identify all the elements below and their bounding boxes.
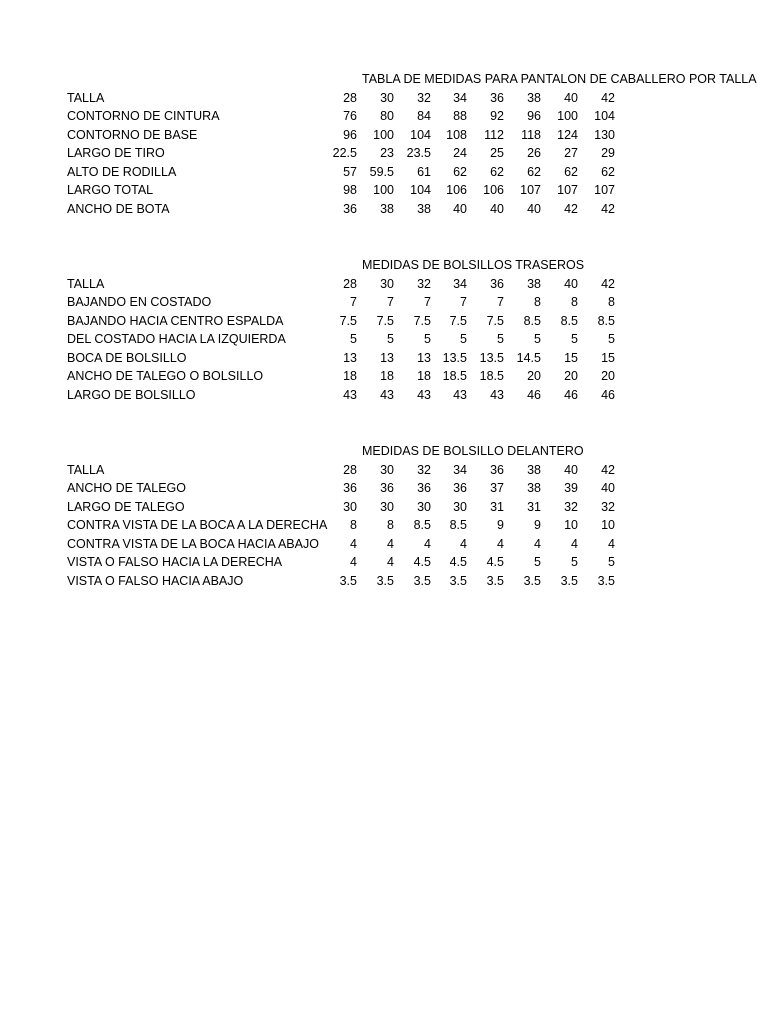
cell: 5 — [571, 332, 578, 346]
cell: 8 — [534, 295, 541, 309]
cell: 59.5 — [369, 164, 394, 179]
row-label: TALLA — [67, 462, 105, 477]
cell: 31 — [527, 499, 541, 514]
cell: 42 — [601, 462, 615, 477]
cell: 4 — [608, 536, 615, 551]
table-row — [0, 126, 768, 145]
cell: 30 — [380, 90, 394, 105]
cell: 3.5 — [560, 573, 578, 588]
row-label: CONTORNO DE BASE — [67, 127, 198, 142]
cell: 8 — [571, 295, 578, 309]
cell: 30 — [417, 499, 431, 514]
cell: 28 — [343, 462, 357, 477]
cell: 15 — [564, 350, 578, 365]
cell: 80 — [380, 109, 394, 123]
table-row — [0, 553, 768, 572]
row-label: TALLA — [67, 90, 105, 105]
cell: 108 — [446, 127, 467, 142]
cell: 40 — [453, 201, 467, 216]
table-row — [0, 330, 768, 349]
cell: 25 — [490, 146, 504, 160]
cell: 36 — [490, 276, 504, 291]
table-title: MEDIDAS DE BOLSILLOS TRASEROS — [362, 258, 585, 272]
cell: 38 — [527, 276, 541, 291]
cell: 46 — [601, 387, 615, 402]
cell: 8.5 — [560, 313, 578, 328]
cell: 100 — [373, 183, 394, 197]
cell: 5 — [608, 332, 615, 346]
cell: 28 — [343, 276, 357, 291]
table-body — [0, 275, 768, 405]
cell: 8.5 — [413, 518, 431, 532]
cell: 42 — [601, 201, 615, 216]
cell: 26 — [527, 146, 541, 160]
cell: 4.5 — [413, 555, 431, 569]
table-row — [0, 367, 768, 386]
table-title: TABLA DE MEDIDAS PARA PANTALON DE CABALLERO POR TALLA — [362, 72, 757, 86]
cell: 36 — [490, 90, 504, 105]
cell: 96 — [343, 127, 357, 142]
cell: 5 — [534, 555, 541, 569]
cell: 62 — [601, 164, 615, 179]
cell: 3.5 — [449, 573, 467, 588]
cell: 3.5 — [597, 573, 615, 588]
cell: 18 — [380, 369, 394, 383]
table-row — [0, 200, 768, 219]
cell: 106 — [483, 183, 504, 197]
cell: 13 — [343, 350, 357, 365]
table-row — [0, 163, 768, 182]
cell: 30 — [380, 499, 394, 514]
cell: 98 — [343, 183, 357, 197]
row-label: ANCHO DE TALEGO O BOLSILLO — [67, 369, 264, 383]
cell: 7 — [387, 295, 394, 309]
cell: 42 — [601, 276, 615, 291]
cell: 20 — [527, 369, 541, 383]
row-label: VISTA O FALSO HACIA ABAJO — [67, 573, 244, 588]
cell: 7.5 — [449, 313, 467, 328]
row-label: CONTRA VISTA DE LA BOCA HACIA ABAJO — [67, 536, 319, 551]
cell: 124 — [557, 127, 578, 142]
cell: 106 — [446, 183, 467, 197]
table-row — [0, 181, 768, 200]
cell: 4 — [350, 536, 357, 551]
cell: 5 — [534, 332, 541, 346]
cell: 39 — [564, 481, 578, 495]
cell: 3.5 — [523, 573, 541, 588]
row-label: BAJANDO HACIA CENTRO ESPALDA — [67, 313, 284, 328]
cell: 42 — [564, 201, 578, 216]
cell: 13 — [380, 350, 394, 365]
cell: 36 — [490, 462, 504, 477]
cell: 23.5 — [406, 146, 431, 160]
cell: 36 — [380, 481, 394, 495]
cell: 8.5 — [597, 313, 615, 328]
table-row — [0, 516, 768, 535]
row-label: ANCHO DE BOTA — [67, 201, 170, 216]
cell: 92 — [490, 109, 504, 123]
cell: 7 — [424, 295, 431, 309]
cell: 7.5 — [376, 313, 394, 328]
cell: 7.5 — [413, 313, 431, 328]
row-label: LARGO TOTAL — [67, 183, 154, 197]
cell: 18.5 — [479, 369, 504, 383]
table-row — [0, 535, 768, 554]
cell: 40 — [490, 201, 504, 216]
cell: 37 — [490, 481, 504, 495]
cell: 36 — [453, 481, 467, 495]
cell: 3.5 — [486, 573, 504, 588]
cell: 18 — [417, 369, 431, 383]
cell: 62 — [490, 164, 504, 179]
cell: 5 — [350, 332, 357, 346]
cell: 4 — [534, 536, 541, 551]
row-label: LARGO DE TIRO — [67, 146, 165, 160]
cell: 104 — [594, 109, 615, 123]
cell: 24 — [453, 146, 467, 160]
row-label: BOCA DE BOLSILLO — [67, 350, 187, 365]
cell: 40 — [527, 201, 541, 216]
cell: 5 — [608, 555, 615, 569]
cell: 62 — [453, 164, 467, 179]
cell: 57 — [343, 164, 357, 179]
row-label: LARGO DE TALEGO — [67, 499, 185, 514]
cell: 36 — [417, 481, 431, 495]
cell: 43 — [417, 387, 431, 402]
cell: 5 — [460, 332, 467, 346]
table-row — [0, 461, 768, 480]
cell: 28 — [343, 90, 357, 105]
cell: 3.5 — [339, 573, 357, 588]
row-label: DEL COSTADO HACIA LA IZQUIERDA — [67, 332, 286, 346]
table-row — [0, 293, 768, 312]
cell: 40 — [564, 276, 578, 291]
cell: 14.5 — [516, 350, 541, 365]
cell: 8.5 — [523, 313, 541, 328]
cell: 96 — [527, 109, 541, 123]
cell: 5 — [387, 332, 394, 346]
table-row — [0, 89, 768, 108]
cell: 7.5 — [486, 313, 504, 328]
table-body — [0, 89, 768, 219]
table-row — [0, 498, 768, 517]
cell: 7.5 — [339, 313, 357, 328]
cell: 20 — [601, 369, 615, 383]
cell: 8 — [387, 518, 394, 532]
cell: 30 — [380, 462, 394, 477]
cell: 61 — [417, 164, 431, 179]
cell: 5 — [497, 332, 504, 346]
row-label: LARGO DE BOLSILLO — [67, 387, 196, 402]
cell: 9 — [497, 518, 504, 532]
cell: 13 — [417, 350, 431, 365]
cell: 8.5 — [449, 518, 467, 532]
cell: 13.5 — [442, 350, 467, 365]
cell: 18.5 — [442, 369, 467, 383]
cell: 4.5 — [449, 555, 467, 569]
cell: 62 — [527, 164, 541, 179]
cell: 104 — [410, 127, 431, 142]
row-label: ANCHO DE TALEGO — [67, 481, 187, 495]
cell: 32 — [601, 499, 615, 514]
cell: 107 — [520, 183, 541, 197]
cell: 46 — [527, 387, 541, 402]
cell: 40 — [601, 481, 615, 495]
cell: 30 — [343, 499, 357, 514]
row-label: TALLA — [67, 276, 105, 291]
cell: 118 — [521, 127, 541, 142]
cell: 15 — [601, 350, 615, 365]
cell: 10 — [601, 518, 615, 532]
table-row — [0, 107, 768, 126]
table-row — [0, 349, 768, 368]
cell: 84 — [417, 109, 431, 123]
cell: 130 — [594, 127, 615, 142]
row-label: BAJANDO EN COSTADO — [67, 295, 212, 309]
cell: 30 — [453, 499, 467, 514]
cell: 4 — [350, 555, 357, 569]
cell: 34 — [453, 276, 467, 291]
cell: 100 — [373, 127, 394, 142]
cell: 38 — [380, 201, 394, 216]
cell: 23 — [380, 146, 394, 160]
cell: 8 — [608, 295, 615, 309]
cell: 104 — [410, 183, 431, 197]
table-row — [0, 312, 768, 331]
cell: 38 — [417, 201, 431, 216]
cell: 4 — [497, 536, 504, 551]
table-row — [0, 144, 768, 163]
cell: 36 — [343, 201, 357, 216]
cell: 38 — [527, 462, 541, 477]
cell: 5 — [424, 332, 431, 346]
cell: 22.5 — [332, 146, 357, 160]
cell: 13.5 — [479, 350, 504, 365]
cell: 32 — [564, 499, 578, 514]
cell: 76 — [343, 109, 357, 123]
cell: 29 — [601, 146, 615, 160]
row-label: CONTRA VISTA DE LA BOCA A LA DERECHA — [67, 518, 328, 532]
cell: 107 — [557, 183, 578, 197]
cell: 100 — [557, 109, 578, 123]
cell: 10 — [564, 518, 578, 532]
cell: 18 — [343, 369, 357, 383]
cell: 31 — [490, 499, 504, 514]
row-label: CONTORNO DE CINTURA — [67, 109, 220, 123]
cell: 4 — [571, 536, 578, 551]
cell: 38 — [527, 90, 541, 105]
cell: 3.5 — [413, 573, 431, 588]
cell: 30 — [380, 276, 394, 291]
cell: 9 — [534, 518, 541, 532]
cell: 7 — [350, 295, 357, 309]
cell: 20 — [564, 369, 578, 383]
table-row — [0, 275, 768, 294]
cell: 27 — [564, 146, 578, 160]
table-body — [0, 461, 768, 591]
cell: 32 — [417, 90, 431, 105]
cell: 46 — [564, 387, 578, 402]
cell: 8 — [350, 518, 357, 532]
cell: 40 — [564, 462, 578, 477]
table-row — [0, 386, 768, 405]
cell: 43 — [343, 387, 357, 402]
cell: 4.5 — [486, 555, 504, 569]
cell: 7 — [460, 295, 467, 309]
row-label: VISTA O FALSO HACIA LA DERECHA — [67, 555, 283, 569]
cell: 43 — [453, 387, 467, 402]
cell: 112 — [484, 127, 504, 142]
cell: 107 — [594, 183, 615, 197]
cell: 3.5 — [376, 573, 394, 588]
cell: 4 — [424, 536, 431, 551]
row-label: ALTO DE RODILLA — [67, 164, 177, 179]
cell: 38 — [527, 481, 541, 495]
cell: 5 — [571, 555, 578, 569]
cell: 62 — [564, 164, 578, 179]
table-title: MEDIDAS DE BOLSILLO DELANTERO — [362, 444, 584, 458]
cell: 32 — [417, 462, 431, 477]
cell: 7 — [497, 295, 504, 309]
cell: 32 — [417, 276, 431, 291]
cell: 34 — [453, 462, 467, 477]
cell: 34 — [453, 90, 467, 105]
cell: 88 — [453, 109, 467, 123]
cell: 40 — [564, 90, 578, 105]
cell: 42 — [601, 90, 615, 105]
cell: 4 — [387, 536, 394, 551]
cell: 43 — [490, 387, 504, 402]
cell: 36 — [343, 481, 357, 495]
cell: 4 — [460, 536, 467, 551]
table-row — [0, 479, 768, 498]
table-row — [0, 572, 768, 591]
cell: 43 — [380, 387, 394, 402]
cell: 4 — [387, 555, 394, 569]
